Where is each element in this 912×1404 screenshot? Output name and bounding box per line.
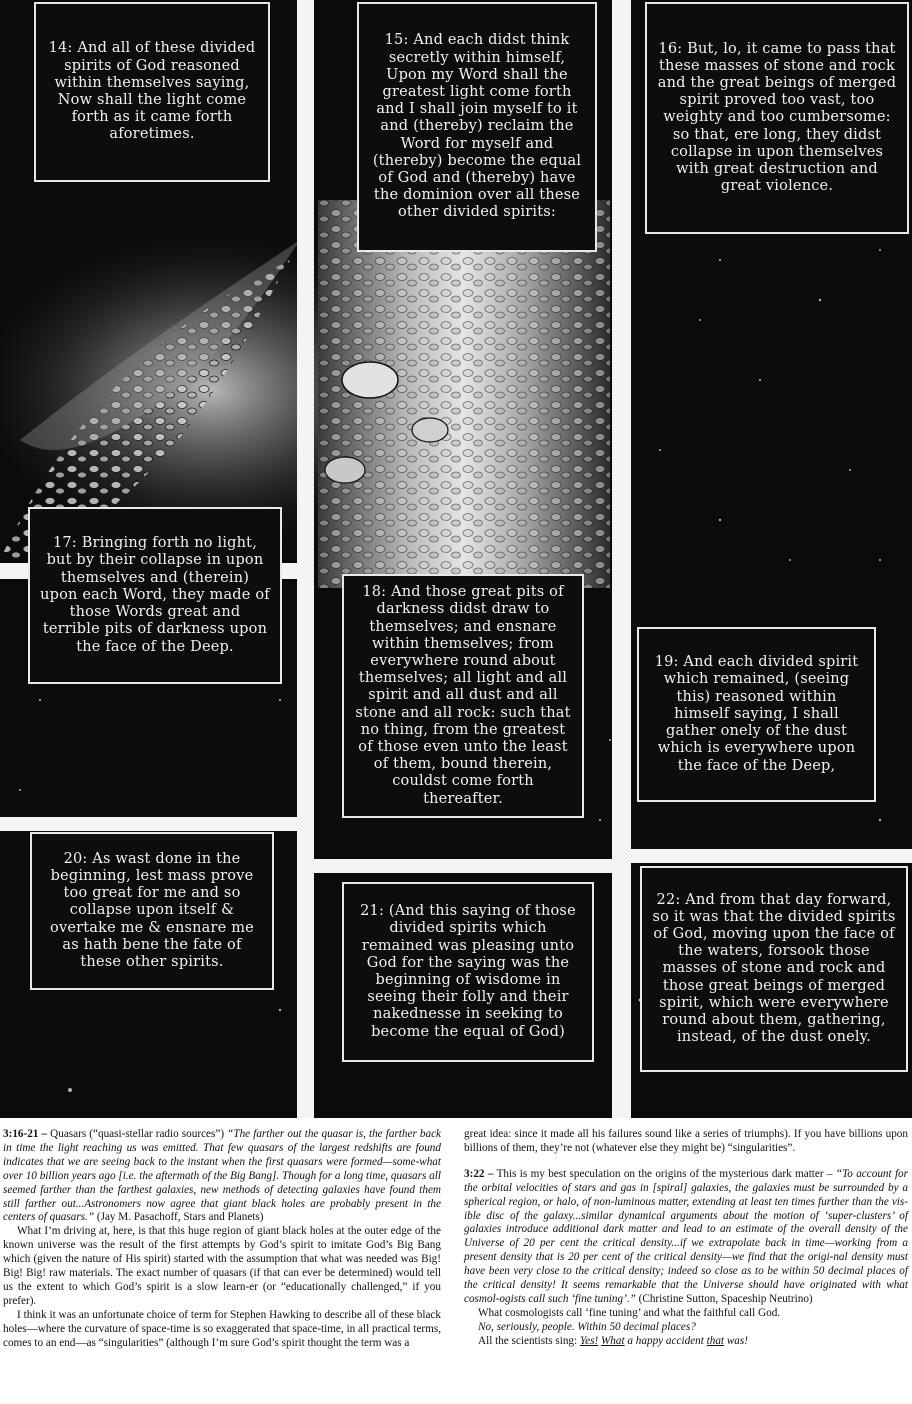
panel-gutter: [297, 0, 314, 1118]
caption-21: 21: (And this saying of those divided spirits which remained was pleasing unto God for the saying was the beginning of wisdome in seeing their folly and their nakednesse in seeking to become the equal of God): [342, 882, 594, 1062]
caption-22: 22: And from that day forward, so it was that the divided spirits of God, moving upon the face of the waters, forsook those masses of stone and rock and those great beings of merged spirit, which were everywhere round about them, gathering, instead, of the dust onely.: [640, 866, 908, 1072]
caption-20: 20: As wast done in the beginning, lest mass prove too great for me and so collapse upon itself & overtake me & ensnare me as hath bene the fate of these other spirits.: [30, 832, 274, 990]
note-paragraph: No, seriously, people. Within 50 decimal places?: [478, 1320, 696, 1333]
caption-18: 18: And those great pits of darkness didst draw to themselves; and ensnare within themselves; from everywhere round about themselves; all light and all spirit and all dust and all stone and all rock: such that no thing, from the greatest of those even unto the least of them, bound therein, couldst come forth thereafter.: [342, 574, 584, 818]
caption-16: 16: But, lo, it came to pass that these masses of stone and rock and the great beings of merged spirit proved too vast, too weighty and too cumbersome: so that, ere long, they didst collapse in upon themselves with great destruction and great violence.: [645, 2, 909, 234]
panel-gutter: [631, 849, 912, 863]
caption-15: 15: And each didst think secretly within himself, Upon my Word shall the greatest light come forth and I shall join myself to it and (thereby) reclaim the Word for myself and (thereby) become the equal of God and (thereby) have the dominion over all these other divided spirits:: [357, 2, 597, 252]
note-paragraph: great idea: since it made all his failures sound like a series of triumphs). If you have billions upon billions of them, they’re not (whatever else they might be) “singularities”.: [464, 1128, 908, 1154]
note-paragraph: What I’m driving at, here, is that this huge region of giant black holes at the outer edge of the known universe was the result of the first attempts by God’s spirit to imitate God’s Big Bang which (given the nature of His spirit) started with the assumption that what was needed was Big! Big! Big! raw materials. The exact number of quasars (if that can ever be determined) would tell us the extent to which God’s spirit is a slow learn-er (or “educationally challenged,” if you prefer).: [3, 1225, 441, 1307]
caption-19: 19: And each divided spirit which remained, (seeing this) reasoned within himself saying, I shall gather onely of the dust which is everywhere upon the face of the Deep,: [637, 627, 876, 802]
notes-column-left: [3, 1128, 441, 1351]
annotation-notes: [0, 1118, 912, 1404]
caption-14: 14: And all of these divided spirits of God reasoned within themselves saying, Now shall the light come forth as it came forth aforetimes.: [34, 2, 270, 182]
note-closing-line: All the scientists sing: Yes! What a happy accident that was!: [478, 1334, 748, 1347]
note-3-16-21: 3:16-21 – Quasars (“quasi-stellar radio sources”) “The farther out the quasar is, the farther back in time the light reaching us was emitted. That few quasars of the largest redshifts are found indicates that we are seeing back to the instant when the first quasars were formed—some-what over 10 billion years ago [i.e. the aftermath of the Big Bang]. Though for a long time, quasars all seemed farther than the farthest galaxies, new methods of detecting galaxies have found them still farther out...Astronomers now agree that giant black holes are probably present in the centers of quasars.” (Jay M. Pasachoff, Stars and Planets): [3, 1128, 441, 1224]
panel-gutter: [612, 0, 631, 1118]
note-paragraph: I think it was an unfortunate choice of term for Stephen Hawking to describe all of these black holes—where the curvature of space-time is so exaggerated that space-time, in all practical terms, comes to an end—as “singularities” (although I’m sure God’s spirit thought the term was a: [3, 1308, 441, 1349]
caption-17: 17: Bringing forth no light, but by their collapse in upon themselves and (therein) upon each Word, they made of those Words great and terrible pits of darkness upon the face of the Deep.: [28, 507, 282, 684]
panel-gutter: [314, 859, 612, 873]
note-3-22: 3:22 – This is my best speculation on the origins of the mysterious dark matter – “To account for the orbital velocities of stars and gas in [spiral] galaxies, the galaxies must be surrounded by a spherical region, or halo, of non-luminous matter, extending at least ten times further than the vis-ible disc of the galaxy...similar dynamical arguments about the motion of ‘super-clusters’ of galaxies introduce additional dark matter and lead to an estimate of the overall density of the Universe of 20 per cent the critical density...if we extrapolate back in time—working from a present density that is 20 per cent of the critical density—we find that the origi-nal density must have been very close to the critical density; indeed so close as to be within 50 decimal places of the critical density! It seems remarkable that the Universe should have originated with what cosmol-ogists call such ‘fine tuning’.” (Christine Sutton, Spaceship Neutrino): [464, 1167, 908, 1305]
note-paragraph: What cosmologists call ‘fine tuning’ and what the faithful call God.: [478, 1306, 781, 1319]
panel-gutter: [0, 817, 304, 831]
notes-column-right: [464, 1128, 908, 1349]
